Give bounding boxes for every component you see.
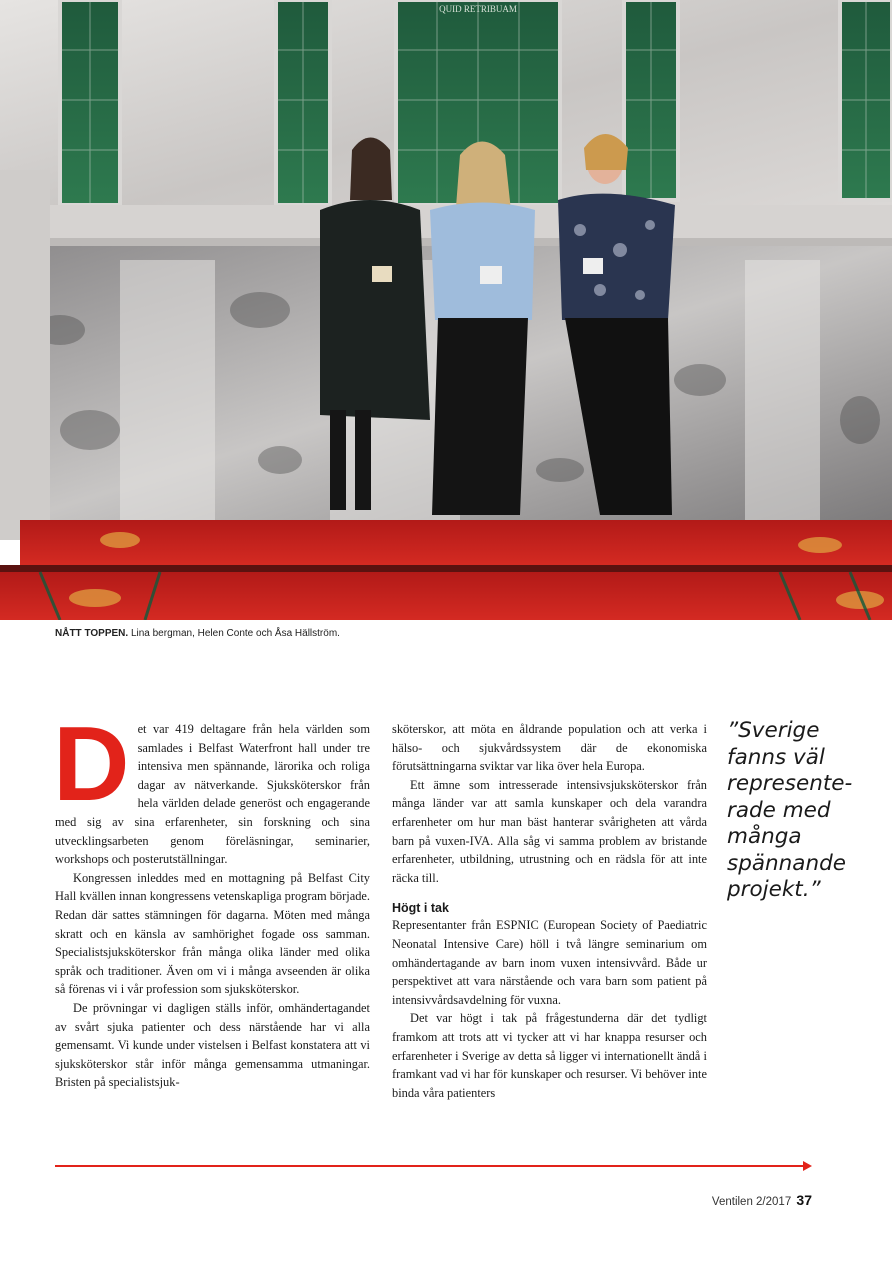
drop-cap: D — [53, 705, 130, 823]
photo-caption — [55, 628, 340, 639]
article-paragraph: sköterskor, att möta en åldrande population och att verka i hälso- och sjukvårdssystem där de ekonomiska förutsättningarna sviktar var lika över hela Europa. — [392, 722, 707, 774]
caption-text: Lina bergman, Helen Conte och Åsa Hällström. — [130, 628, 340, 639]
article-column-2 — [392, 720, 707, 1102]
photo-illustration — [0, 0, 892, 620]
section-subheading: Högt i tak — [392, 901, 449, 916]
arrow-right-icon — [803, 1161, 812, 1171]
article-paragraph: Kongressen inleddes med en mottagning på Belfast City Hall kvällen innan kongressens vetenskapliga program började. Redan där sattes stämningen för dagarna. Möten med många skratt och en känsla av samhörighet fogade oss samman. Specialistsjuksköterskor från många olika länder med olika språk och traditioner. Även om vi i många avseenden är olika så förenas vi i vår profession som sjuksköterskor. — [55, 870, 370, 997]
article-paragraph: Ett ämne som intresserade intensivsjuksköterskor från många länder var att samla kunskaper och dela varandra erfarenheter om hur man bäst hanterar svårigheten att vårda barn på vuxen-IVA. Alla såg vi samma problem av bristande erfarenheter, utbildning, utrustning och en rädsla för att inte räcka till. — [392, 777, 707, 885]
magazine-issue: Ventilen 2/2017 — [711, 1196, 792, 1208]
continue-arrow-rule — [55, 1160, 812, 1172]
article-paragraph: Det var högt i tak på frågestunderna där det tydligt framkom att trots att vi tycker att vi har knappa resurser och erfarenheter i Sverige av detta så ligger vi internationellt ändå i framkant vad vi har för kunskaper och resurser. Vi behöver inte binda våra patienters — [392, 1011, 707, 1100]
article-photo — [0, 0, 892, 620]
pull-quote: ”Sverige fanns väl represente-rade med många spännande projekt.” — [727, 718, 853, 902]
article-paragraph — [53, 705, 370, 869]
article-paragraph: Representanter från ESPNIC (European Society of Paediatric Neonatal Intensive Care) höll i två längre seminarium om omhändertagande av barn inom vuxen intensivvård. Både ur perspektivet att vara närstående och vara barn som patient på intensivvårdsavdelning för vuxna. — [392, 918, 707, 1007]
paragraph-text: et var 419 deltagare från hela världen som samlades i Belfast Waterfront hall under tre intensiva men spännande, lärorika och roliga dagar av nätverkande. Sjuksköterskor från hela världen delade generöst och engagerande med sig av sina erfarenheter, sin forskning och sina utvecklingsarbeten genom föreläsningar, seminarier, workshops och posterutställningar. — [55, 722, 370, 867]
article-paragraph: De prövningar vi dagligen ställs inför, omhändertagandet av svårt sjuka patienter och dess närstående har vi alla gemensamt. Vi kunde under vistelsen i Belfast konstatera att vi sjuksköterskor står inför många gemensamma utmaningar. Bristen på specialistsjuk- — [55, 1000, 370, 1090]
svg-text:QUID RETRIBUAM: QUID RETRIBUAM — [439, 4, 517, 14]
caption-lead: NÅTT TOPPEN. — [55, 628, 129, 639]
article-column-1 — [53, 705, 370, 1092]
page-footer — [712, 1192, 812, 1208]
page-number: 37 — [796, 1192, 812, 1208]
